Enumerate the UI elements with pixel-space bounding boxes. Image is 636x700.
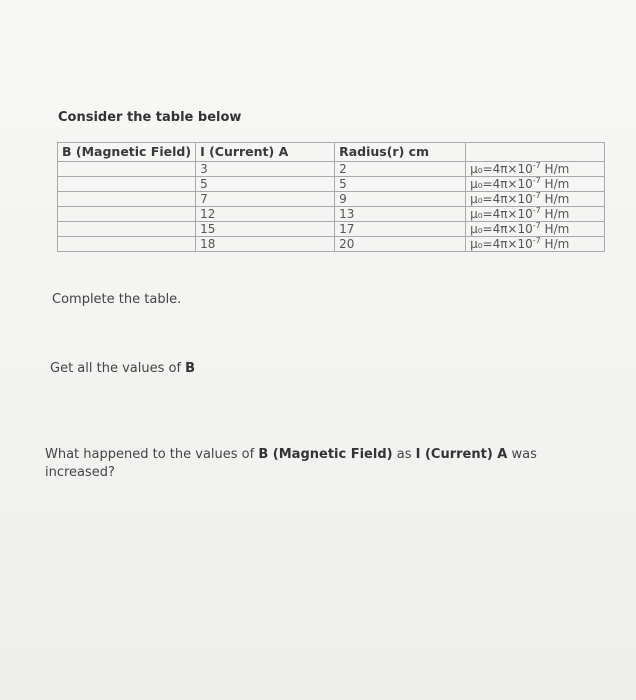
data-table [57,142,605,252]
mu-base: μ₀=4π×10 [470,237,533,251]
cell-mu [466,192,605,207]
cell-mu [466,177,605,192]
cell-b [58,192,196,207]
q3-bold-2: I (Current) A [415,447,508,462]
table-row [58,192,605,207]
mu-base: μ₀=4π×10 [470,177,533,191]
mu-exponent: -7 [532,191,541,200]
table-header-row [58,143,605,162]
cell-mu [466,162,605,177]
mu-unit: H/m [540,192,570,206]
table-row [58,207,605,222]
mu-base: μ₀=4π×10 [470,192,533,206]
cell-i: 3 [196,162,335,177]
mu-unit: H/m [540,162,570,176]
cell-mu [466,222,605,237]
cell-i: 5 [196,177,335,192]
mu-exponent: -7 [532,221,541,230]
q3-text-3: was increased? [45,447,537,480]
mu-base: μ₀=4π×10 [470,162,533,176]
question-b-vs-current [45,446,585,482]
cell-b [58,222,196,237]
header-mu [466,143,605,162]
table-row [58,177,605,192]
cell-b [58,177,196,192]
cell-b [58,237,196,252]
header-b: B (Magnetic Field) [58,143,196,162]
mu-exponent: -7 [532,176,541,185]
mu-base: μ₀=4π×10 [470,207,533,221]
cell-r: 13 [335,207,466,222]
q2-bold: B [185,361,196,376]
table-row [58,222,605,237]
mu-unit: H/m [540,222,570,236]
instruction-complete-table: Complete the table. [52,292,182,307]
mu-exponent: -7 [532,206,541,215]
q3-bold-1: B (Magnetic Field) [258,447,393,462]
table-row [58,162,605,177]
cell-i: 18 [196,237,335,252]
cell-r: 9 [335,192,466,207]
cell-r: 5 [335,177,466,192]
cell-i: 15 [196,222,335,237]
mu-unit: H/m [540,177,570,191]
cell-r: 20 [335,237,466,252]
table-row [58,237,605,252]
mu-exponent: -7 [532,236,541,245]
header-r: Radius(r) cm [335,143,466,162]
instruction-get-b-values [50,361,195,376]
q2-text: Get all the values of [50,361,186,376]
mu-exponent: -7 [532,161,541,170]
q3-text-2: as [392,447,416,462]
cell-r: 2 [335,162,466,177]
mu-unit: H/m [540,207,570,221]
cell-i: 12 [196,207,335,222]
mu-unit: H/m [540,237,570,251]
cell-b [58,162,196,177]
cell-mu [466,237,605,252]
header-i: I (Current) A [196,143,335,162]
mu-base: μ₀=4π×10 [470,222,533,236]
cell-i: 7 [196,192,335,207]
cell-b [58,207,196,222]
cell-r: 17 [335,222,466,237]
q3-text-1: What happened to the values of [45,447,259,462]
cell-mu [466,207,605,222]
intro-text: Consider the table below [58,110,242,125]
